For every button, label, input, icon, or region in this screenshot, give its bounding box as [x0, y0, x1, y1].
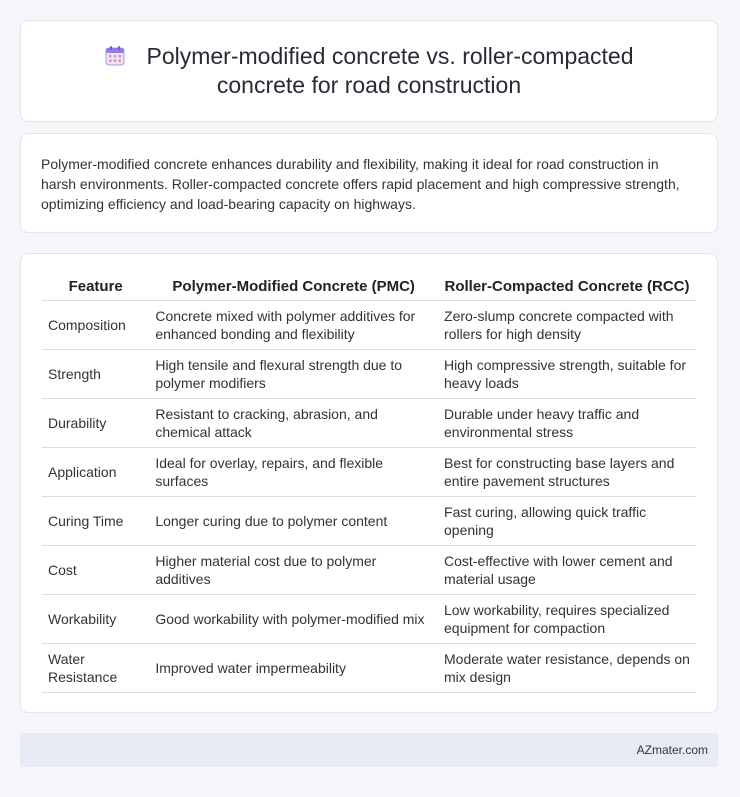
table-row: [42, 399, 696, 448]
row-pmc: Higher material cost due to polymer additives: [149, 546, 438, 595]
row-feature: Curing Time: [42, 497, 149, 546]
row-pmc: Resistant to cracking, abrasion, and chemical attack: [149, 399, 438, 448]
footer-site-link[interactable]: AZmater.com: [636, 743, 708, 757]
header-feature: Feature: [42, 274, 149, 301]
row-feature: Strength: [42, 350, 149, 399]
row-pmc: Ideal for overlay, repairs, and flexible surfaces: [149, 448, 438, 497]
row-feature: Water Resistance: [42, 644, 149, 693]
table-row: [42, 644, 696, 693]
summary-card: [20, 133, 718, 233]
row-feature: Durability: [42, 399, 149, 448]
header-pmc: Polymer-Modified Concrete (PMC): [149, 274, 438, 301]
row-feature: Workability: [42, 595, 149, 644]
table-row: [42, 546, 696, 595]
row-rcc: Cost-effective with lower cement and material usage: [438, 546, 696, 595]
row-rcc: Fast curing, allowing quick traffic opening: [438, 497, 696, 546]
row-rcc: High compressive strength, suitable for heavy loads: [438, 350, 696, 399]
row-pmc: High tensile and flexural strength due to polymer modifiers: [149, 350, 438, 399]
page-title: [21, 42, 717, 100]
table-header-row: [42, 274, 696, 301]
row-rcc: Zero-slump concrete compacted with rollers for high density: [438, 301, 696, 350]
title-card: [20, 20, 718, 122]
row-rcc: Best for constructing base layers and entire pavement structures: [438, 448, 696, 497]
table-row: [42, 497, 696, 546]
table-row: [42, 595, 696, 644]
row-pmc: Concrete mixed with polymer additives for enhanced bonding and flexibility: [149, 301, 438, 350]
table-row: [42, 350, 696, 399]
row-rcc: Durable under heavy traffic and environmental stress: [438, 399, 696, 448]
footer: [20, 733, 718, 767]
comparison-table: [42, 274, 696, 693]
row-pmc: Improved water impermeability: [149, 644, 438, 693]
table-row: [42, 448, 696, 497]
table-row: [42, 301, 696, 350]
page-title-text: Polymer-modified concrete vs. roller-compacted concrete for road construction: [146, 43, 634, 98]
calendar-icon: [104, 45, 126, 67]
row-feature: Application: [42, 448, 149, 497]
row-feature: Composition: [42, 301, 149, 350]
summary-text: Polymer-modified concrete enhances durability and flexibility, making it ideal for road construction in harsh environments. Roller-compacted concrete offers rapid placement and high compressive strength, optimizing efficiency and load-bearing capacity on highways.: [41, 156, 680, 212]
row-pmc: Good workability with polymer-modified mix: [149, 595, 438, 644]
row-pmc: Longer curing due to polymer content: [149, 497, 438, 546]
header-rcc: Roller-Compacted Concrete (RCC): [438, 274, 696, 301]
row-feature: Cost: [42, 546, 149, 595]
row-rcc: Low workability, requires specialized equipment for compaction: [438, 595, 696, 644]
comparison-table-card: [20, 253, 718, 713]
row-rcc: Moderate water resistance, depends on mix design: [438, 644, 696, 693]
